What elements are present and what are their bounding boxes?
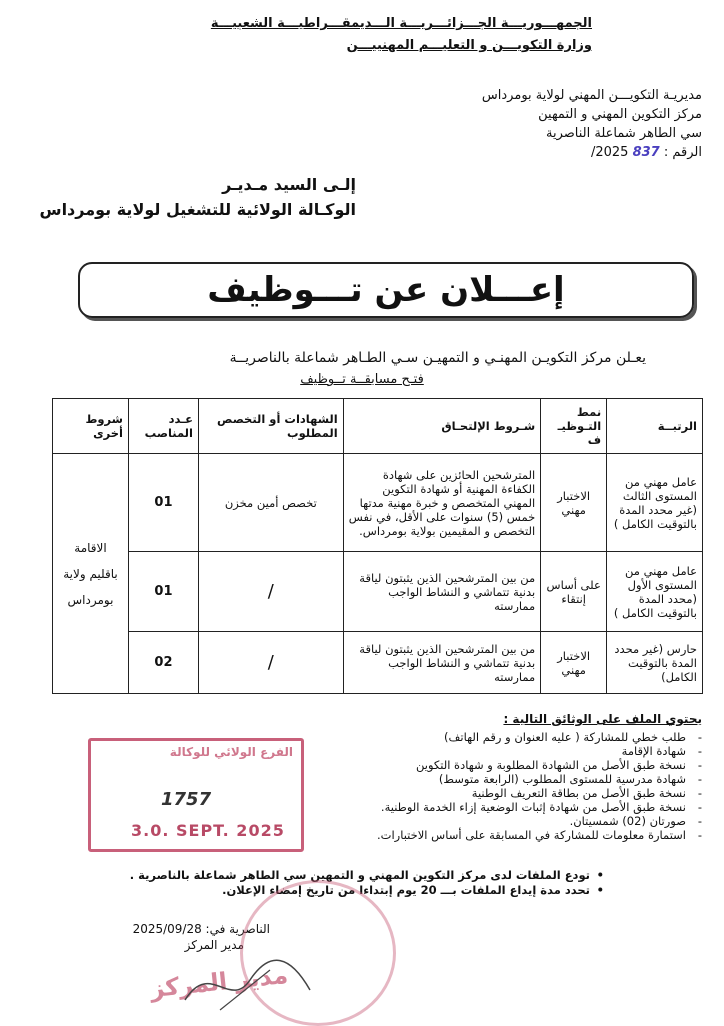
cell-count: 01 bbox=[129, 552, 199, 632]
sender-block bbox=[402, 88, 702, 160]
signature-scribble bbox=[180, 950, 320, 1020]
cell-conditions: من بين المترشحين الذين يثبتون لياقة بدنية تتماشي و النشاط الواجب ممارسته bbox=[343, 632, 541, 694]
list-item: - نسخة طبق الأصل من شهادة إثبات الوضعية إزاء الخدمة الوطنية. bbox=[362, 800, 702, 814]
reference-number: 837 bbox=[632, 145, 660, 160]
documents-title: يحتوي الملف على الوثائق التالية : bbox=[503, 712, 702, 726]
header-conditions: شـروط الإلتحـاق bbox=[343, 399, 541, 454]
sender-center: مركز التكوين المهني و التمهين bbox=[538, 107, 702, 122]
list-item: - طلب خطي للمشاركة ( عليه العنوان و رقم الهاتف) bbox=[362, 730, 702, 744]
cell-mode: الاختبار مهني bbox=[541, 454, 607, 552]
list-item: - استمارة معلومات للمشاركة في المسابقة على أساس الاختبارات. bbox=[362, 828, 702, 842]
positions-table bbox=[52, 398, 703, 694]
list-item: - شهادة الإقامة bbox=[362, 744, 702, 758]
header-other: شروط أخرى bbox=[53, 399, 129, 454]
header-mode: نمط التـوظيـ ف bbox=[541, 399, 607, 454]
recipient-agency: الوكـالة الولائية للتشغيل لولاية بومرداس bbox=[39, 200, 356, 219]
cell-specialty: تخصص أمين مخزن bbox=[198, 454, 343, 552]
announcement-banner bbox=[78, 262, 694, 318]
cell-mode: على أساس إنتقاء bbox=[541, 552, 607, 632]
table-row bbox=[53, 454, 703, 552]
cell-other-conditions: الاقامة باقليم ولاية بومرداس bbox=[53, 454, 129, 694]
cell-conditions: المترشحين الحائزين على شهادة الكفاءة المهنية أو شهادة التكوين المهني المتخصص و خبرة مهنية مدتها خمس (5) سنوات على الأقل، في نفس التخصص و المقيمين بولاية بومرداس. bbox=[343, 454, 541, 552]
list-item: - صورتان (02) شمسيتان. bbox=[362, 814, 702, 828]
cell-rank: عامل مهني من المستوى الأول (محدد المدة بالتوقيت الكامل ) bbox=[607, 552, 703, 632]
list-item: • تودع الملفات لدى مركز التكوين المهني و التمهين سي الطاهر شماعلة بالناصرية . bbox=[184, 868, 604, 883]
stamp-date: 3.0. SEPT. 2025 bbox=[131, 821, 285, 840]
recipient-title: إلـى السيد مـديـر bbox=[222, 175, 356, 194]
stamp-title: الفرع الولائي للوكالة bbox=[169, 745, 293, 759]
documents-list bbox=[362, 730, 702, 842]
cell-specialty: / bbox=[198, 632, 343, 694]
intro-line-1: يعـلن مركز التكويـن المهنـي و التمهيـن سـي الطـاهر شماعلة بالناصريــة bbox=[229, 350, 646, 366]
cell-rank: حارس (غير محدد المدة بالتوقيت الكامل) bbox=[607, 632, 703, 694]
stamp-number: 1757 bbox=[161, 789, 212, 810]
ministry-header: وزارة التكويـــن و التعليـــم المهنييـــن bbox=[346, 38, 592, 53]
cell-conditions: من بين المترشحين الذين يثبتون لياقة بدنية تتماشي و النشاط الواجب ممارسته bbox=[343, 552, 541, 632]
sender-location: سي الطاهر شماعلة الناصرية bbox=[545, 126, 702, 141]
cell-mode: الاختبار مهني bbox=[541, 632, 607, 694]
reference-line bbox=[402, 145, 702, 160]
cell-specialty: / bbox=[198, 552, 343, 632]
header-specialty: الشهادات أو التخصص المطلوب bbox=[198, 399, 343, 454]
received-stamp bbox=[88, 738, 304, 852]
republic-header: الجمهـــوريـــة الجـــزائـــريـــة الـــديمقـــراطيـــة الشعبيـــة bbox=[210, 16, 592, 31]
header-rank: الرتبــة bbox=[607, 399, 703, 454]
cell-count: 02 bbox=[129, 632, 199, 694]
handwritten-signature: مدير المركز bbox=[148, 960, 290, 1004]
list-item: - شهادة مدرسية للمستوى المطلوب (الرابعة متوسط) bbox=[362, 772, 702, 786]
table-header-row bbox=[53, 399, 703, 454]
reference-year: 2025/ bbox=[590, 145, 629, 160]
deposit-notes bbox=[129, 868, 604, 898]
sender-directorate: مديريـة التكويـــن المهني لولاية بومرداس bbox=[481, 88, 702, 103]
cell-count: 01 bbox=[129, 454, 199, 552]
list-item: • تحدد مدة إيداع الملفات بـــ 20 يوم إبتداءا من تاريخ إمضاء الإعلان. bbox=[184, 883, 604, 898]
reference-label: الرقم : bbox=[663, 145, 702, 160]
header-count: عـدد المناصب bbox=[129, 399, 199, 454]
signatory-title: مدير المركز bbox=[184, 938, 244, 952]
banner-title: إعـــلان عن تـــوظيف bbox=[207, 270, 565, 310]
table-row bbox=[53, 552, 703, 632]
table-row bbox=[53, 632, 703, 694]
place-date: الناصرية في: 2025/09/28 bbox=[132, 922, 270, 936]
list-item: - نسخة طبق الأصل من الشهادة المطلوبة و شهادة التكوين bbox=[362, 758, 702, 772]
list-item: - نسخة طبق الأصل من بطاقة التعريف الوطنية bbox=[362, 786, 702, 800]
intro-line-2: فتـح مسابقــة تــوظيف bbox=[300, 372, 424, 387]
cell-rank: عامل مهني من المستوى الثالث (غير محدد المدة بالتوقيت الكامل ) bbox=[607, 454, 703, 552]
